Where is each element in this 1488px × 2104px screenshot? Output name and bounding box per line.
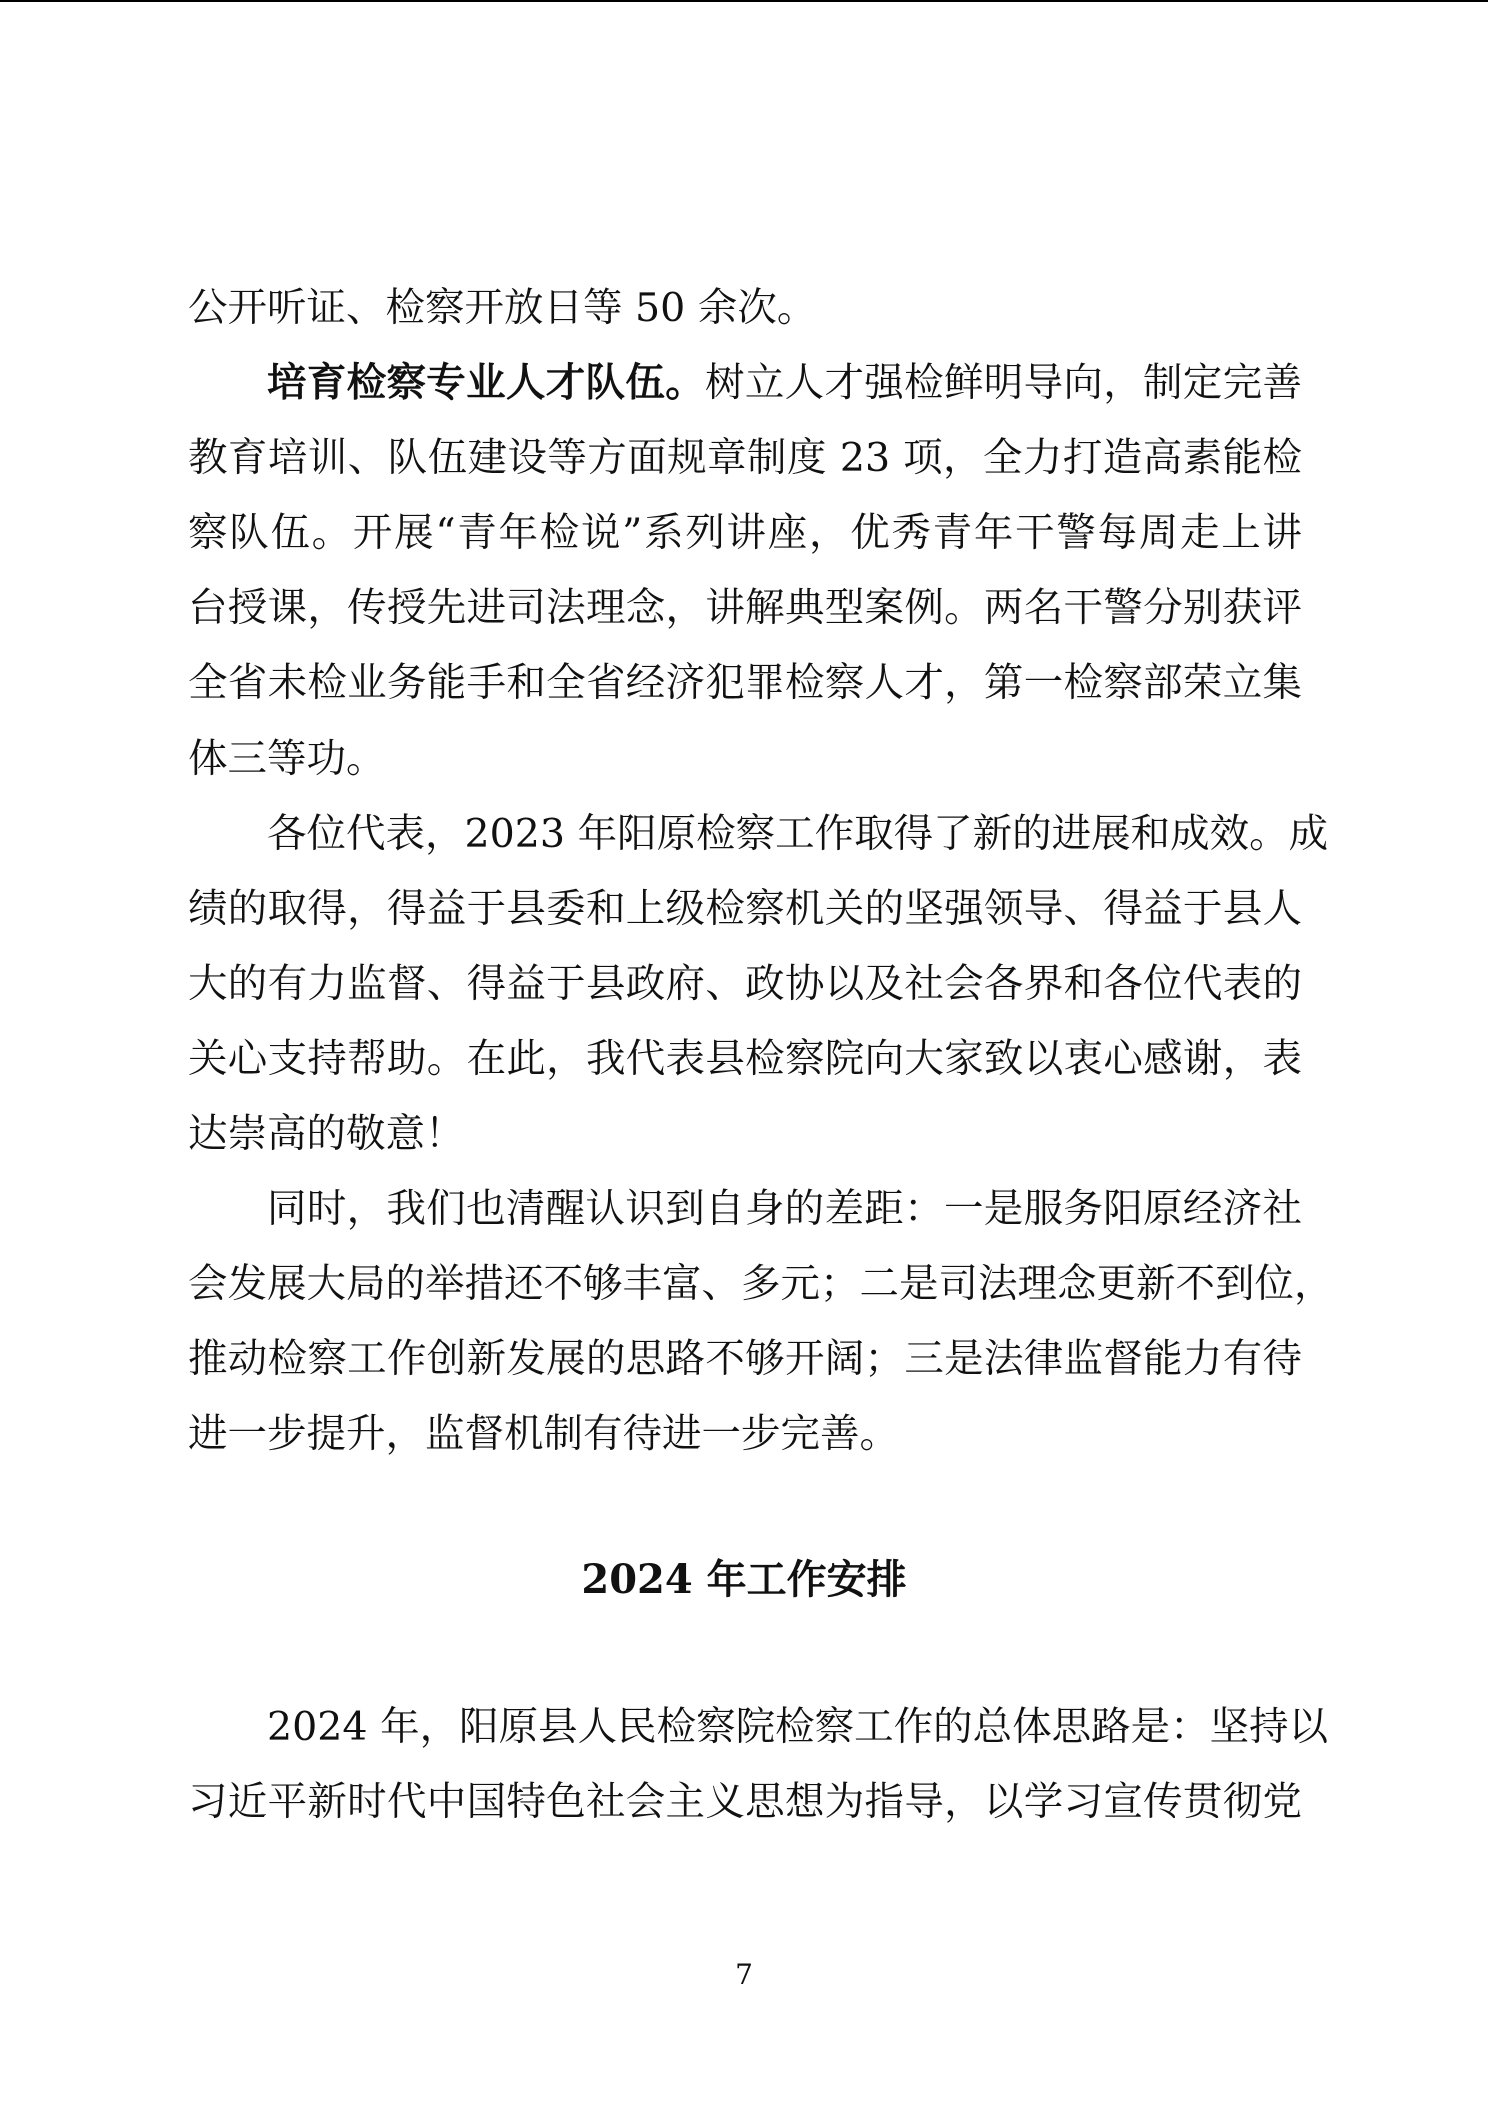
text-line: 同时，我们也清醒认识到自身的差距：一是服务阳原经济社	[267, 1186, 1302, 1233]
page-top-border	[0, 0, 1488, 2]
body-text-2024	[188, 1690, 1329, 1840]
body-text-2023	[188, 271, 1334, 1473]
text-line: 关心支持帮助。在此，我代表县检察院向大家致以衷心感谢，表	[188, 1035, 1302, 1082]
text-line	[188, 346, 1302, 421]
text-line-content: 树立人才强检鲜明导向，制定完善	[705, 360, 1303, 407]
text-line: 大的有力监督、得益于县政府、政协以及社会各界和各位代表的	[188, 960, 1302, 1007]
text-line: 习近平新时代中国特色社会主义思想为指导，以学习宣传贯彻党	[188, 1779, 1302, 1826]
section-heading: 2024 年工作安排	[581, 1556, 907, 1603]
text-line: 体三等功。	[188, 735, 386, 782]
text-line: 全省未检业务能手和全省经济犯罪检察人才，第一检察部荣立集	[188, 660, 1302, 707]
text-line: 察队伍。开展“青年检说”系列讲座，优秀青年干警每周走上讲	[188, 510, 1302, 557]
text-line: 各位代表，2023 年阳原检察工作取得了新的进展和成效。成	[267, 810, 1329, 857]
text-line: 公开听证、检察开放日等 50 余次。	[188, 285, 817, 331]
text-line: 达崇高的敬意！	[188, 1111, 465, 1158]
text-line: 推动检察工作创新发展的思路不够开阔；三是法律监督能力有待	[188, 1336, 1302, 1383]
text-line: 教育培训、队伍建设等方面规章制度 23 项，全力打造高素能检	[188, 435, 1302, 482]
text-line: 台授课，传授先进司法理念，讲解典型案例。两名干警分别获评	[188, 585, 1302, 632]
text-line: 会发展大局的举措还不够丰富、多元；二是司法理念更新不到位，	[188, 1261, 1334, 1308]
paragraph-lead-heading: 培育检察专业人才队伍。	[267, 360, 706, 407]
text-line: 绩的取得，得益于县委和上级检察机关的坚强领导、得益于县人	[188, 885, 1302, 932]
text-line: 进一步提升，监督机制有待进一步完善。	[188, 1411, 899, 1458]
page-number: 7	[735, 1958, 753, 1991]
text-line: 2024 年，阳原县人民检察院检察工作的总体思路是：坚持以	[267, 1704, 1329, 1750]
